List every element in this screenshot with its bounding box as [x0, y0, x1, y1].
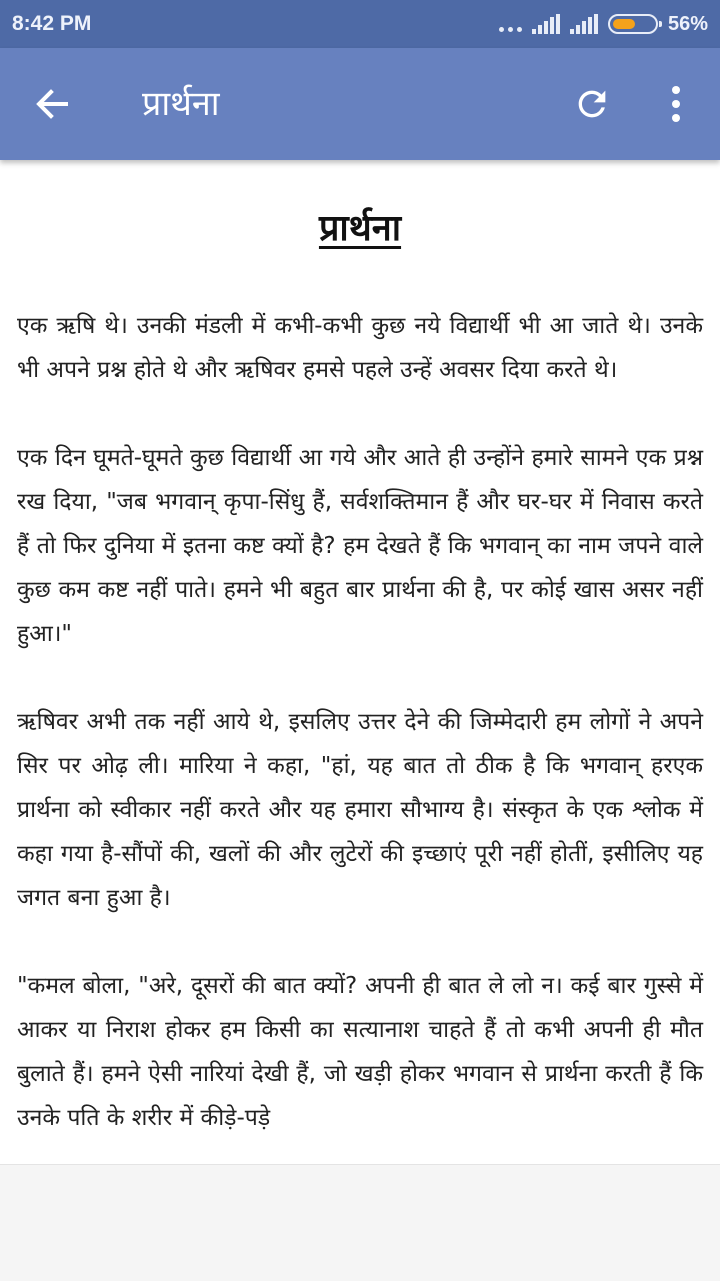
- article-content[interactable]: [0, 160, 720, 1164]
- battery-icon: [608, 14, 658, 34]
- more-options-button[interactable]: [650, 76, 702, 132]
- article-title: प्रार्थना: [318, 208, 402, 249]
- article-body: [17, 304, 703, 1164]
- battery-percentage: 56%: [667, 12, 708, 35]
- dots-icon: [499, 27, 522, 32]
- bottom-banner-area: [0, 1164, 720, 1281]
- signal-icon: [570, 14, 598, 34]
- app-bar: [0, 48, 720, 160]
- status-time: 8:42 PM: [12, 12, 92, 35]
- status-bar: [0, 0, 720, 48]
- paragraph: एक ऋषि थे। उनकी मंडली में कभी-कभी कुछ नये विद्यार्थी भी आ जाते थे। उनके भी अपने प्रश्न होते थे और ऋषिवर हमसे पहले उन्हें अवसर दिया करते थे।: [17, 313, 703, 383]
- app-bar-title: प्रार्थना: [142, 84, 220, 124]
- refresh-icon: [572, 84, 612, 124]
- more-vertical-icon: [670, 84, 682, 124]
- back-arrow-icon: [34, 86, 70, 122]
- refresh-button[interactable]: [564, 76, 620, 132]
- paragraph: एक दिन घूमते-घूमते कुछ विद्यार्थी आ गये और आते ही उन्होंने हमारे सामने एक प्रश्न रख दिया, "जब भगवान् कृपा-सिंधु हैं, सर्वशक्तिमान हैं और घर-घर में निवास करते हैं तो फिर दुनिया में इतना कष्ट क्यों है? हम देखते हैं कि भगवान् का नाम जपने वाले कुछ कम कष्ट नहीं पाते। हमने भी बहुत बार प्रार्थना की है, पर कोई खास असर नहीं हुआ।": [17, 445, 703, 647]
- paragraph: "कमल बोला, "अरे, दूसरों की बात क्यों? अपनी ही बात ले लो न। कई बार गुस्से में आकर या निराश होकर हम किसी का सत्यानाश चाहते हैं तो कभी अपनी ही मौत बुलाते हैं। हमने ऐसी नारियां देखी हैं, जो खड़ी होकर भगवान से प्रार्थना करती हैं कि उनके पति के शरीर में कीड़े-पड़े: [17, 973, 703, 1131]
- paragraph: ऋषिवर अभी तक नहीं आये थे, इसलिए उत्तर देने की जिम्मेदारी हम लोगों ने अपने सिर पर ओढ़ ली। मारिया ने कहा, "हां, यह बात तो ठीक है कि भगवान् हरएक प्रार्थना को स्वीकार नहीं करते और यह हमारा सौभाग्य है। संस्कृत के एक श्लोक में कहा गया है-सौंपों की, खलों की और लुटेरों की इच्छाएं पूरी नहीं होतीं, इसीलिए यह जगत बना हुआ है।: [17, 709, 703, 911]
- battery-level-fill: [613, 19, 635, 29]
- back-button[interactable]: [24, 76, 80, 132]
- signal-icon: [532, 14, 560, 34]
- status-icons: [499, 10, 708, 38]
